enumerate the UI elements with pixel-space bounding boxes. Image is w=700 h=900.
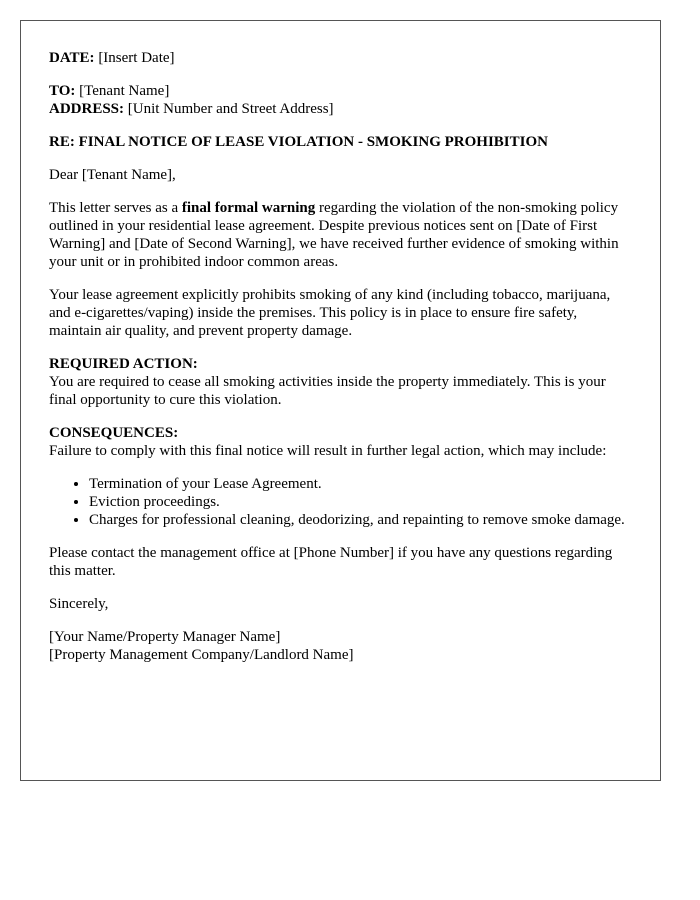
- p1-after: regarding the violation of the non-smoking policy outlined in your residential lease agreement. Despite previous notices sent on [Date of First Warning] and [Date of Second Warning], we have received further evidence of smoking within your unit or in prohibited indoor common areas.: [49, 200, 619, 270]
- paragraph-warning: [49, 199, 632, 271]
- paragraph-policy: Your lease agreement explicitly prohibits smoking of any kind (including tobacco, marijuana, and e-cigarettes/vaping) inside the premises. This policy is in place to ensure fire safety, maintain air quality, and prevent property damage.: [49, 287, 611, 339]
- required-action-heading: REQUIRED ACTION:: [49, 356, 198, 372]
- salutation: Dear [Tenant Name],: [49, 167, 176, 183]
- recipient-block: [49, 82, 632, 118]
- subject-text: RE: FINAL NOTICE OF LEASE VIOLATION - SMOKING PROHIBITION: [49, 134, 548, 150]
- date-value: [Insert Date]: [98, 50, 175, 66]
- consequences-list: [49, 475, 632, 529]
- list-item: • Charges for professional cleaning, deodorizing, and repainting to remove smoke damage.: [89, 511, 632, 529]
- p1-bold: final formal warning: [181, 200, 316, 216]
- signature-block: [49, 628, 632, 664]
- date-label: DATE:: [49, 50, 95, 66]
- consequences-heading: CONSEQUENCES:: [49, 425, 179, 441]
- subject-line: [49, 133, 632, 151]
- contact-paragraph: Please contact the management office at [Phone Number] if you have any questions regarding this matter.: [49, 545, 613, 579]
- to-label: TO:: [49, 83, 76, 99]
- address-value: [Unit Number and Street Address]: [127, 101, 334, 117]
- p1-before: This letter serves as a: [49, 200, 182, 216]
- closing: Sincerely,: [49, 596, 109, 612]
- address-label: ADDRESS:: [49, 101, 125, 117]
- list-item: • Termination of your Lease Agreement.: [89, 475, 632, 493]
- required-action-text: You are required to cease all smoking activities inside the property immediately. This is your final opportunity to cure this violation.: [49, 374, 606, 408]
- list-item: • Eviction proceedings.: [89, 493, 632, 511]
- signature-name: [Your Name/Property Manager Name]: [49, 629, 281, 645]
- to-value: [Tenant Name]: [79, 83, 170, 99]
- consequences-text: Failure to comply with this final notice will result in further legal action, which may include:: [49, 443, 607, 459]
- date-line: [49, 49, 632, 67]
- consequences: [49, 424, 632, 460]
- required-action: [49, 355, 632, 409]
- letter: [20, 20, 661, 781]
- signature-company: [Property Management Company/Landlord Name]: [49, 647, 354, 663]
